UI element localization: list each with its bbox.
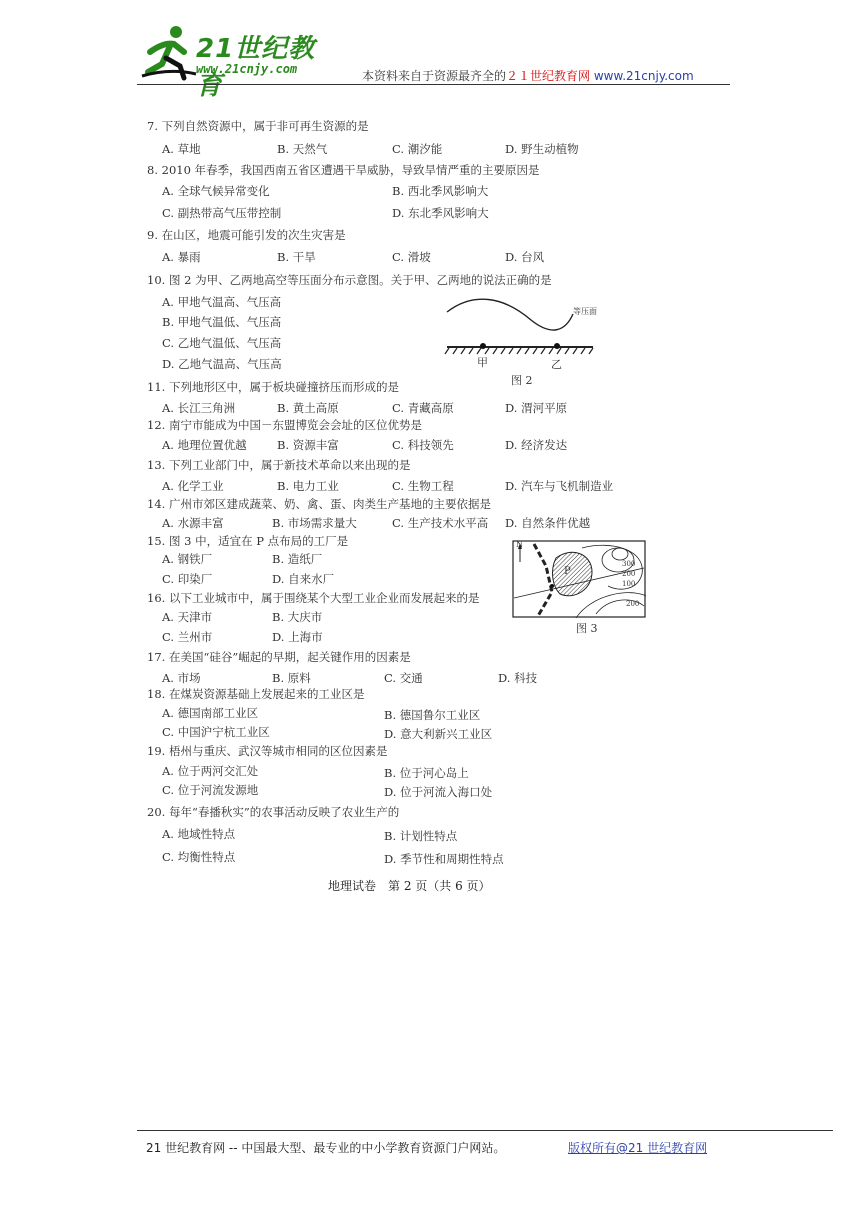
q8-option-b: B. 西北季风影响大 xyxy=(392,184,489,198)
q17-option-c: C. 交通 xyxy=(384,671,423,685)
q9-option-a: A. 暴雨 xyxy=(162,250,201,264)
question-19: 19. 梧州与重庆、武汉等城市相同的区位因素是 xyxy=(147,744,388,758)
q11-option-d: D. 渭河平原 xyxy=(505,401,568,415)
q8-option-c: C. 副热带高气压带控制 xyxy=(162,206,282,220)
point-yi xyxy=(554,343,560,349)
question-8: 8. 2010 年春季，我国西南五省区遭遇干旱威胁，导致旱情严重的主要原因是 xyxy=(147,163,540,177)
q12-option-a: A. 地理位置优越 xyxy=(162,438,247,452)
label-yi: 乙 xyxy=(551,358,562,371)
logo-text: 21世纪教育 xyxy=(196,34,316,101)
footer-divider xyxy=(137,1130,833,1131)
runner-logo-icon xyxy=(140,22,200,82)
q18-option-d: D. 意大利新兴工业区 xyxy=(384,727,493,741)
p-label: P xyxy=(564,566,571,577)
q19-option-b: B. 位于河心岛上 xyxy=(384,766,469,780)
question-20: 20. 每年“春播秋实”的农事活动反映了农业生产的 xyxy=(147,805,400,819)
figure-3 xyxy=(512,540,646,635)
question-14: 14. 广州市郊区建成蔬菜、奶、禽、蛋、肉类生产基地的主要依据是 xyxy=(147,497,491,511)
q16-option-d: D. 上海市 xyxy=(272,630,323,644)
q14-option-a: A. 水源丰富 xyxy=(162,516,224,530)
tagline-site-link[interactable]: ２１世纪教育网 xyxy=(506,69,591,83)
header-divider xyxy=(137,84,730,85)
q19-option-c: C. 位于河流发源地 xyxy=(162,783,259,797)
tagline-url-link[interactable]: www.21cnjy.com xyxy=(593,69,694,83)
q7-option-d: D. 野生动植物 xyxy=(505,142,579,156)
q20-option-a: A. 地域性特点 xyxy=(162,827,236,841)
q14-option-b: B. 市场需求量大 xyxy=(272,516,357,530)
contour-label-300: 300 xyxy=(622,560,636,568)
q15-option-a: A. 钢铁厂 xyxy=(162,552,213,566)
question-15: 15. 图 3 中，适宜在 P 点布局的工厂是 xyxy=(147,534,349,548)
q18-option-c: C. 中国沪宁杭工业区 xyxy=(162,725,270,739)
q7-option-a: A. 草地 xyxy=(162,142,201,156)
q11-option-c: C. 青藏高原 xyxy=(392,401,454,415)
question-7: 7. 下列自然资源中，属于非可再生资源的是 xyxy=(147,119,369,133)
q20-option-c: C. 均衡性特点 xyxy=(162,850,236,864)
q10-option-b: B. 甲地气温低、气压高 xyxy=(162,315,282,329)
isobaric-curve xyxy=(447,299,573,330)
figure-3-caption: 图 3 xyxy=(576,622,598,635)
q7-option-c: C. 潮汐能 xyxy=(392,142,443,156)
q16-option-a: A. 天津市 xyxy=(162,610,213,624)
q9-option-d: D. 台风 xyxy=(505,250,545,264)
q14-option-c: C. 生产技术水平高 xyxy=(392,516,489,530)
q18-option-b: B. 德国鲁尔工业区 xyxy=(384,708,481,722)
ground-hatch xyxy=(445,348,593,354)
point-jia xyxy=(480,343,486,349)
question-17: 17. 在美国“硅谷”崛起的早期，起关键作用的因素是 xyxy=(147,650,411,664)
q11-option-a: A. 长江三角洲 xyxy=(162,401,236,415)
figure-2-caption: 图 2 xyxy=(511,374,533,387)
q12-option-b: B. 资源丰富 xyxy=(277,438,339,452)
q13-option-c: C. 生物工程 xyxy=(392,479,454,493)
q17-option-d: D. 科技 xyxy=(498,671,538,685)
q10-option-a: A. 甲地气温高、气压高 xyxy=(162,295,282,309)
header-tagline xyxy=(362,67,694,84)
footer-description: 21 世纪教育网 -- 中国最大型、最专业的中小学教育资源门户网站。 xyxy=(146,1141,506,1155)
q14-option-d: D. 自然条件优越 xyxy=(505,516,591,530)
page-header xyxy=(0,0,860,101)
contour-label-100: 100 xyxy=(622,580,636,588)
figure-2 xyxy=(443,298,603,388)
tagline-prefix: 本资料来自于资源最齐全的 xyxy=(362,69,507,83)
q12-option-c: C. 科技领先 xyxy=(392,438,454,452)
logo-url: www.21cnjy.com xyxy=(196,62,298,76)
q20-option-d: D. 季节性和周期性特点 xyxy=(384,852,504,866)
point-p xyxy=(550,584,554,588)
contour-label-200: 200 xyxy=(622,570,636,578)
q12-option-d: D. 经济发达 xyxy=(505,438,568,452)
north-label: N xyxy=(516,540,523,549)
question-10: 10. 图 2 为甲、乙两地高空等压面分布示意图。关于甲、乙两地的说法正确的是 xyxy=(147,273,552,287)
q18-option-a: A. 德国南部工业区 xyxy=(162,706,259,720)
q20-option-b: B. 计划性特点 xyxy=(384,829,458,843)
question-13: 13. 下列工业部门中，属于新技术革命以来出现的是 xyxy=(147,458,411,472)
isobaric-label: 等压面 xyxy=(573,307,597,316)
contour-label-200-south: 200 xyxy=(626,600,640,608)
q16-option-b: B. 大庆市 xyxy=(272,610,323,624)
q11-option-b: B. 黄土高原 xyxy=(277,401,339,415)
question-11: 11. 下列地形区中，属于板块碰撞挤压而形成的是 xyxy=(147,380,399,394)
q13-option-a: A. 化学工业 xyxy=(162,479,224,493)
q15-option-c: C. 印染厂 xyxy=(162,572,213,586)
q16-option-c: C. 兰州市 xyxy=(162,630,213,644)
q7-option-b: B. 天然气 xyxy=(277,142,328,156)
q15-option-d: D. 自来水厂 xyxy=(272,572,335,586)
footer-copyright-link[interactable]: 版权所有@21 世纪教育网 xyxy=(568,1141,708,1155)
q17-option-a: A. 市场 xyxy=(162,671,201,685)
q13-option-d: D. 汽车与飞机制造业 xyxy=(505,479,614,493)
question-16: 16. 以下工业城市中，属于围绕某个大型工业企业而发展起来的是 xyxy=(147,591,480,605)
q9-option-c: C. 滑坡 xyxy=(392,250,431,264)
page-number: 地理试卷 第 2 页（共 6 页） xyxy=(328,879,491,893)
label-jia: 甲 xyxy=(477,356,488,369)
q13-option-b: B. 电力工业 xyxy=(277,479,339,493)
question-12: 12. 南宁市能成为中国－东盟博览会会址的区位优势是 xyxy=(147,418,422,432)
q10-option-d: D. 乙地气温高、气压高 xyxy=(162,357,282,371)
q10-option-c: C. 乙地气温低、气压高 xyxy=(162,336,282,350)
q19-option-d: D. 位于河流入海口处 xyxy=(384,785,493,799)
q9-option-b: B. 干旱 xyxy=(277,250,316,264)
site-logo[interactable] xyxy=(140,22,340,101)
q17-option-b: B. 原料 xyxy=(272,671,311,685)
q8-option-a: A. 全球气候异常变化 xyxy=(162,184,270,198)
q8-option-d: D. 东北季风影响大 xyxy=(392,206,489,220)
question-18: 18. 在煤炭资源基础上发展起来的工业区是 xyxy=(147,687,365,701)
q19-option-a: A. 位于两河交汇处 xyxy=(162,764,259,778)
q15-option-b: B. 造纸厂 xyxy=(272,552,323,566)
question-9: 9. 在山区，地震可能引发的次生灾害是 xyxy=(147,228,346,242)
